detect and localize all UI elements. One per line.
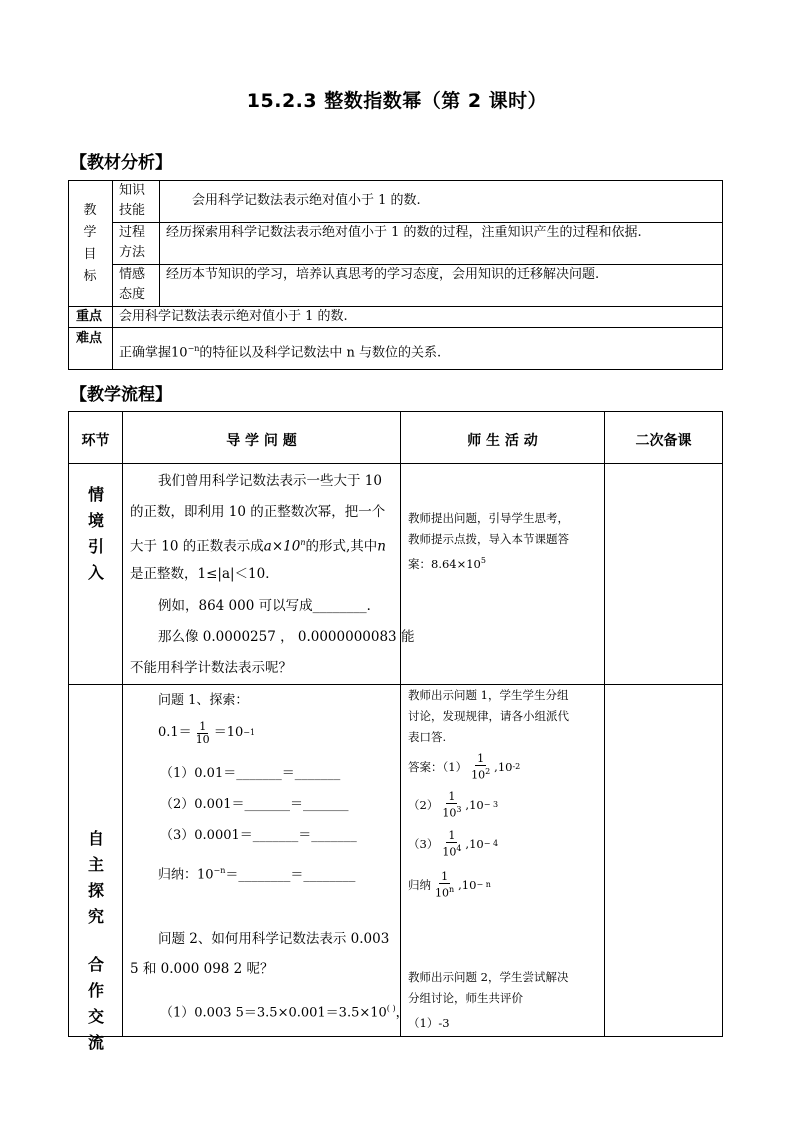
answer-row: 归纳 $\frac{1}{10^n}$ ,10 − n — [408, 869, 491, 900]
key-point-content: 会用科学记数法表示绝对值小于 1 的数. — [119, 309, 348, 324]
goal-type-attitude: 情感 — [119, 267, 146, 282]
intro-text-line: 的正数，即利用 10 的正整数次幂，把一个 — [130, 504, 386, 520]
answer-row: 答案：（1） $\frac{1}{10^2}$ ,10 -2 — [408, 751, 521, 782]
goal-type-process-2: 方法 — [119, 245, 146, 260]
goal-type-attitude-2: 态度 — [119, 287, 146, 302]
goal-content-attitude: 经历本节知识的学习，培养认真思考的学习态度，会用知识的迁移解决问题. — [166, 267, 600, 282]
header-stage: 环节 — [81, 433, 110, 449]
stage-label-cooperate: 合 作 交 流 — [87, 955, 104, 1052]
difficulty-label: 难点 — [76, 331, 103, 346]
section-heading-analysis: 【教材分析】 — [70, 153, 172, 173]
explore-activity-2-answer: （1）-3 — [408, 1016, 450, 1030]
question-1-item: （1）0.01＝_______＝_______ — [160, 766, 341, 781]
explore-activity-line: 讨论，发现规律，请各小组派代 — [408, 709, 569, 723]
goal-content-knowledge: 会用科学记数法表示绝对值小于 1 的数. — [192, 193, 421, 208]
answer-row: （2） $\frac{1}{10^3}$ ,10 − 3 — [408, 789, 499, 820]
key-point-label: 重点 — [76, 309, 103, 324]
question-1-induction: 归纳：$10^{-n}=\_\_\_\_\_\_\_\_=\_\_\_\_\_\_\_\_$ — [158, 866, 356, 883]
intro-text-line: 我们曾用科学记数法表示一些大于 10 — [158, 473, 382, 489]
difficulty-content: 正确掌握$10^{-n}$的特征以及科学记数法中 n 与数位的关系. — [119, 344, 442, 361]
question-1-item: （2）0.001＝_______＝_______ — [160, 797, 349, 812]
intro-text-line: 大于 10 的正数表示成$a\times 10^n$的形式,其中n — [130, 538, 386, 555]
header-activities: 师 生 活 动 — [467, 433, 538, 449]
intro-activity-answer: 案：$8.64\times 10^5$ — [408, 556, 486, 571]
section-heading-flow: 【教学流程】 — [70, 385, 172, 405]
intro-question-line: 那么像 0.0000257 ， 0.0000000083 能 — [158, 629, 415, 645]
question-1-item: （3）0.0001＝_______＝_______ — [160, 828, 357, 843]
question-2-line: 问题 2、如何用科学记数法表示 0.003 — [158, 931, 390, 947]
goal-label: 教 学 目 标 — [83, 203, 97, 284]
intro-example: 例如，864 000 可以写成________． — [158, 598, 381, 614]
question-2-item-1: （1）0.003 5＝3.5×0.001＝3.5×10( )， — [160, 1004, 409, 1021]
intro-question-line: 不能用科学计数法表示呢？ — [130, 660, 292, 676]
question-2-line: 5 和 0.000 098 2 呢？ — [130, 961, 274, 977]
goal-content-process: 经历探索用科学记数法表示绝对值小于 1 的数的过程，注重知识产生的过程和依据. — [166, 225, 642, 240]
stage-label-intro: 情 境 引 入 — [87, 485, 104, 582]
intro-text-line: 是正整数，1≤|a|＜10． — [130, 566, 279, 582]
question-1-title: 问题 1、探索： — [158, 693, 249, 708]
answer-row: （3） $\frac{1}{10^4}$ ,10 − 4 — [408, 828, 499, 859]
goal-type-process: 过程 — [119, 225, 146, 240]
question-1-equation: 0.1＝ $\frac{1}{10}$ ＝10 −1 — [158, 719, 256, 746]
stage-label-explore: 自 主 探 究 — [87, 829, 104, 926]
explore-activity-2-line: 教师出示问题 2，学生尝试解决 — [408, 970, 569, 984]
intro-activity-line: 教师提出问题，引导学生思考， — [408, 511, 569, 525]
goal-type-knowledge-2: 技能 — [119, 203, 146, 218]
header-questions: 导 学 问 题 — [226, 433, 297, 449]
explore-activity-2-line: 分组讨论，师生共评价 — [408, 991, 523, 1005]
header-revision: 二次备课 — [635, 433, 692, 449]
explore-activity-line: 表口答. — [408, 730, 447, 744]
intro-activity-line: 教师提示点拨，导入本节课题答 — [408, 532, 569, 546]
page-title: 15.2.3 整数指数幂（第 2 课时） — [246, 90, 548, 112]
goal-type-knowledge: 知识 — [119, 183, 146, 198]
explore-activity-line: 教师出示问题 1，学生学生分组 — [408, 688, 569, 702]
